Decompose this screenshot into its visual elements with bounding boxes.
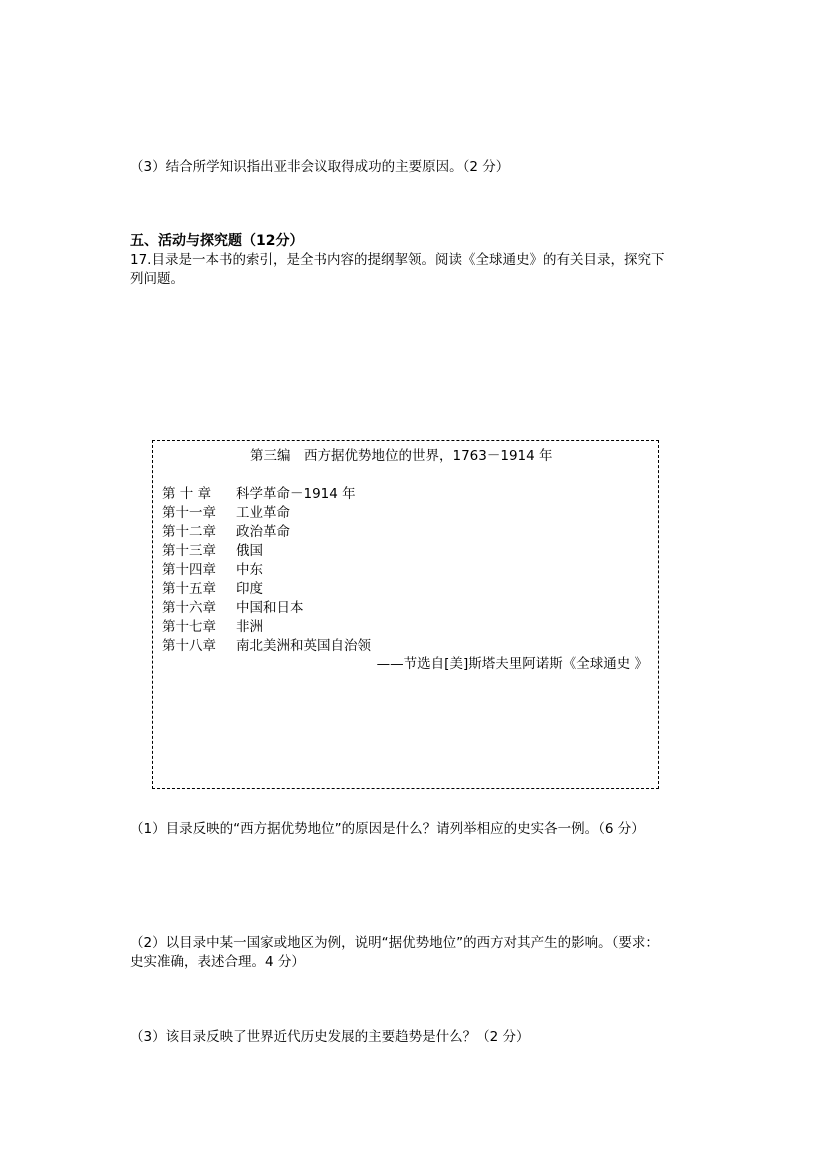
- chapter-title: 政治革命: [236, 524, 290, 540]
- toc-chapter: [162, 485, 371, 504]
- toc-chapter-list: [162, 485, 371, 656]
- toc-title: 第三编 西方据优势地位的世界，1763－1914 年: [250, 448, 553, 464]
- question-4-part-3: （3）结合所学知识指出亚非会议取得成功的主要原因。（2 分）: [130, 159, 510, 175]
- question-17-part-2-line2: 史实准确，表述合理。4 分）: [130, 954, 305, 970]
- toc-chapter: [162, 580, 371, 599]
- toc-chapter: [162, 504, 371, 523]
- toc-chapter: [162, 523, 371, 542]
- toc-source-citation: ——节选自[美]斯塔夫里阿诺斯《全球通史 》: [376, 656, 648, 672]
- chapter-number: 第十二章: [162, 524, 216, 540]
- question-17-part-3: （3）该目录反映了世界近代历史发展的主要趋势是什么？（2 分）: [130, 1029, 530, 1045]
- chapter-title: 非洲: [236, 619, 263, 635]
- toc-chapter: [162, 618, 371, 637]
- chapter-title: 中国和日本: [236, 600, 304, 616]
- chapter-number: 第十七章: [162, 619, 216, 635]
- chapter-title: 中东: [236, 562, 263, 578]
- chapter-number: 第十八章: [162, 638, 216, 654]
- chapter-number: 第十三章: [162, 543, 216, 559]
- toc-chapter: [162, 561, 371, 580]
- toc-chapter: [162, 542, 371, 561]
- chapter-number: 第十六章: [162, 600, 216, 616]
- chapter-title: 科学革命－1914 年: [236, 486, 356, 502]
- chapter-number: 第 十 章: [162, 486, 212, 502]
- toc-chapter: [162, 599, 371, 618]
- question-17-intro-line1: 17.目录是一本书的索引，是全书内容的提纲挈领。阅读《全球通史》的有关目录，探究下: [130, 252, 665, 268]
- chapter-title: 印度: [236, 581, 263, 597]
- question-17-part-1: （1）目录反映的“西方据优势地位”的原因是什么？请列举相应的史实各一例。（6 分）: [130, 821, 645, 837]
- question-17-intro-line2: 列问题。: [130, 271, 184, 287]
- section-5-heading: 五、活动与探究题（12分）: [130, 233, 304, 249]
- chapter-number: 第十一章: [162, 505, 216, 521]
- chapter-title: 俄国: [236, 543, 263, 559]
- toc-chapter: [162, 637, 371, 656]
- chapter-title: 南北美洲和英国自治领: [236, 638, 371, 654]
- table-of-contents-box: [152, 440, 659, 789]
- chapter-number: 第十四章: [162, 562, 216, 578]
- question-17-part-2-line1: （2）以目录中某一国家或地区为例，说明“据优势地位”的西方对其产生的影响。（要求：: [130, 935, 659, 951]
- chapter-title: 工业革命: [236, 505, 290, 521]
- chapter-number: 第十五章: [162, 581, 216, 597]
